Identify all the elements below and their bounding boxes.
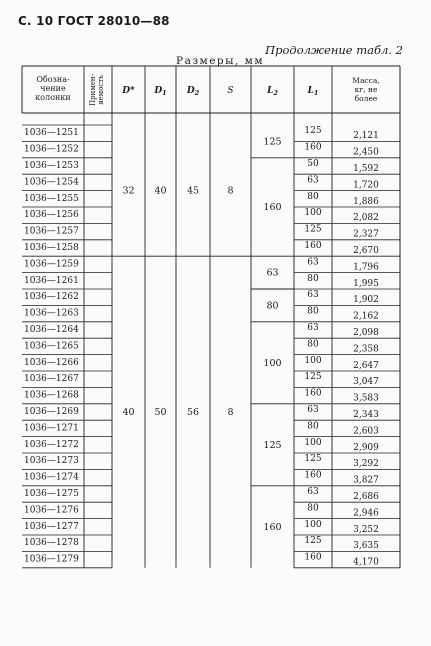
mass-cell: 1,592	[353, 163, 379, 174]
mass-cell: 2,358	[353, 344, 379, 355]
l1-cell: 160	[304, 552, 322, 563]
mass-cell: 1,995	[353, 278, 379, 289]
mass-cell: 4,170	[353, 557, 379, 568]
l1-cell: 80	[307, 339, 319, 350]
l2-cell: 63	[266, 267, 279, 279]
l1-cell: 125	[304, 372, 322, 383]
designation-cell: 1036—1277	[24, 521, 79, 532]
header-applicability: яемость	[97, 75, 105, 105]
l1-cell: 80	[307, 421, 319, 432]
header-mass: кг, не	[354, 85, 378, 94]
mass-cell: 3,827	[353, 475, 379, 486]
l1-cell: 100	[304, 208, 322, 219]
table-body	[24, 126, 379, 567]
mass-cell: 2,603	[353, 426, 379, 437]
l1-cell: 63	[307, 486, 319, 497]
designation-cell: 1036—1256	[24, 210, 79, 221]
mass-cell: 2,686	[353, 491, 379, 502]
mass-cell: 2,670	[353, 245, 379, 256]
designation-cell: 1036—1252	[24, 144, 79, 155]
d-star-cell: 40	[122, 407, 135, 418]
header-d2: $D_2$	[186, 86, 200, 97]
mass-cell: 2,162	[353, 311, 379, 322]
l1-cell: 160	[304, 470, 322, 481]
designation-cell: 1036—1257	[24, 226, 79, 237]
l2-cell: 160	[263, 202, 282, 213]
mass-cell: 2,121	[353, 131, 379, 142]
header-mass: более	[354, 94, 378, 103]
page-header: С. 10 ГОСТ 28010—88	[18, 14, 170, 28]
designation-cell: 1036—1262	[24, 292, 79, 303]
l1-cell: 63	[307, 404, 319, 415]
mass-cell: 2,450	[353, 147, 379, 158]
l2-cell: 100	[263, 357, 282, 369]
designation-cell: 1036—1255	[24, 193, 79, 204]
mass-cell: 3,583	[353, 393, 379, 404]
l2-cell: 125	[263, 439, 282, 451]
l1-cell: 100	[304, 519, 322, 530]
mass-cell: 3,292	[353, 459, 379, 470]
header-applicability: Примен-	[89, 74, 97, 106]
table-continuation-label: Продолжение табл. 2	[265, 43, 403, 57]
header-l2: $L_2$	[267, 86, 278, 97]
l1-cell: 63	[307, 257, 319, 268]
l1-cell: 125	[304, 126, 322, 137]
l1-cell: 63	[307, 322, 319, 333]
mass-cell: 2,098	[353, 327, 379, 338]
d2-cell: 45	[186, 185, 200, 197]
l1-cell: 80	[307, 503, 319, 514]
l1-cell: 160	[304, 388, 322, 399]
designation-cell: 1036—1265	[24, 341, 79, 352]
l1-cell: 63	[307, 175, 319, 186]
designation-cell: 1036—1275	[24, 488, 79, 499]
mass-cell: 2,327	[353, 229, 379, 240]
designation-cell: 1036—1251	[24, 128, 79, 139]
l1-cell: 50	[307, 158, 319, 169]
l1-cell: 100	[304, 355, 322, 366]
designation-cell: 1036—1272	[24, 439, 79, 450]
designation-cell: 1036—1258	[24, 242, 79, 253]
l1-cell: 80	[307, 191, 319, 202]
l1-cell: 160	[304, 240, 322, 251]
header-designation: Обозна-	[36, 75, 70, 84]
d-star-cell: 32	[122, 185, 135, 197]
mass-cell: 2,343	[353, 409, 379, 420]
l2-cell: 80	[266, 300, 279, 312]
header-s: S	[227, 86, 234, 96]
mass-cell: 2,082	[353, 213, 379, 224]
designation-cell: 1036—1263	[24, 308, 79, 319]
s-cell: 8	[227, 185, 234, 197]
header-designation: чение	[40, 84, 66, 93]
mass-cell: 3,635	[353, 541, 379, 552]
d1-cell: 50	[154, 407, 167, 418]
header-d1: $D_1$	[154, 86, 167, 97]
designation-cell: 1036—1271	[24, 423, 79, 434]
s-cell: 8	[227, 407, 234, 418]
d2-cell: 56	[186, 407, 200, 418]
designation-cell: 1036—1274	[24, 472, 79, 483]
mass-cell: 2,909	[353, 442, 379, 453]
designation-cell: 1036—1266	[24, 357, 79, 368]
mass-cell: 3,252	[353, 524, 379, 535]
designation-cell: 1036—1259	[24, 259, 79, 270]
header-designation: колонки	[35, 93, 71, 102]
designation-cell: 1036—1268	[24, 390, 79, 401]
dimensions-caption: Размеры, мм	[176, 55, 265, 67]
mass-cell: 1,902	[353, 295, 379, 306]
mass-cell: 2,647	[353, 360, 379, 371]
designation-cell: 1036—1279	[24, 554, 79, 565]
designation-cell: 1036—1267	[24, 374, 79, 385]
mass-cell: 1,720	[353, 180, 379, 191]
l2-cell: 160	[263, 521, 282, 533]
l1-cell: 160	[304, 142, 322, 153]
designation-cell: 1036—1264	[24, 324, 79, 335]
l1-cell: 125	[304, 454, 322, 465]
l1-cell: 125	[304, 224, 322, 235]
l1-cell: 63	[307, 290, 319, 301]
mass-cell: 1,796	[353, 262, 379, 273]
table-header	[35, 73, 379, 106]
mass-cell: 2,946	[353, 508, 379, 519]
designation-cell: 1036—1261	[24, 275, 79, 286]
d1-cell: 40	[154, 185, 167, 197]
l1-cell: 80	[307, 273, 319, 284]
mass-cell: 1,886	[353, 196, 379, 207]
header-l1: $L_1$	[307, 86, 319, 97]
header-mass: Масса,	[352, 76, 380, 85]
header-d-star: D*	[122, 86, 135, 96]
designation-cell: 1036—1273	[24, 456, 79, 467]
designation-cell: 1036—1276	[24, 505, 79, 516]
mass-cell: 3,047	[353, 377, 379, 388]
l1-cell: 100	[304, 437, 322, 448]
l1-cell: 125	[304, 536, 322, 547]
designation-cell: 1036—1269	[24, 406, 79, 417]
l2-cell: 125	[263, 136, 282, 148]
l1-cell: 80	[307, 306, 319, 317]
designation-cell: 1036—1253	[24, 160, 79, 171]
designation-cell: 1036—1254	[24, 177, 79, 188]
designation-cell: 1036—1278	[24, 538, 79, 549]
